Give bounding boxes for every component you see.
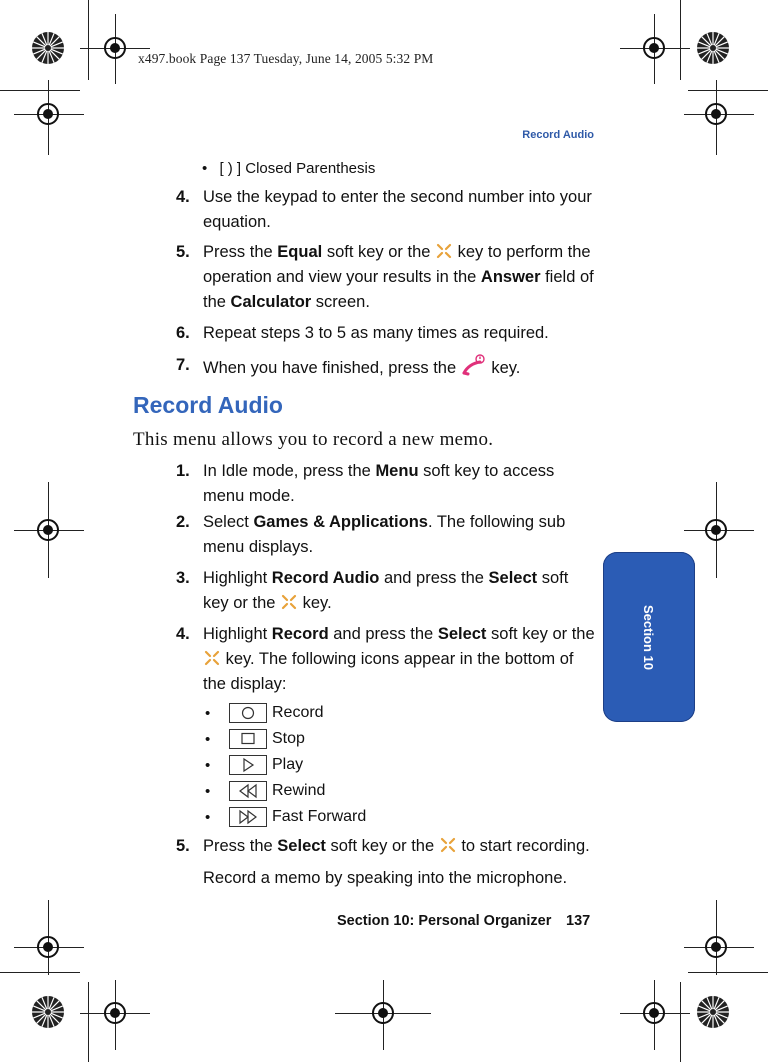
registration-mark-icon [102,35,128,61]
registration-mark-icon [703,101,729,127]
step-text: In Idle mode, press the Menu soft key to access menu mode. [203,462,555,505]
menu-softkey-label: Menu [375,462,419,480]
registration-mark-icon [641,1000,667,1026]
registration-mark-icon [35,934,61,960]
closing-line: Record a memo by speaking into the microphone. [203,869,568,887]
step-text: Select Games & Applications. The following sub menu displays. [203,513,566,556]
stop-icon [229,729,267,749]
section-heading: Record Audio [133,392,283,418]
star-target-icon [31,31,65,65]
step-number: 2. [176,513,190,531]
list-item [176,321,606,347]
icon-label: Fast Forward [272,808,367,825]
icon-label: Rewind [272,782,326,799]
star-target-icon [696,31,730,65]
list-item [176,510,606,562]
list-item [176,622,606,700]
list-item: • Rewind [205,782,326,800]
registration-mark-icon [102,1000,128,1026]
list-item: • Play [205,756,304,774]
section-tab-label-wrap [603,552,695,722]
step-text: Repeat steps 3 to 5 as many times as required. [203,324,549,342]
answer-field-label: Answer [480,268,541,286]
step-text: When you have finished, press the key. [203,353,598,381]
ok-key-icon [435,242,453,260]
select-softkey-label: Select [437,625,487,643]
icon-label: Stop [272,730,305,747]
registration-mark-icon [370,1000,396,1026]
ok-key-icon [439,836,457,854]
softkey-equal-label: Equal [277,243,323,261]
step-number: 5. [176,837,190,855]
icon-label: Record [272,704,324,721]
games-applications-label: Games & Applications [253,513,428,531]
step-number: 3. [176,569,190,587]
registration-mark-icon [35,101,61,127]
list-item: • Record [205,704,324,722]
end-key-icon [461,353,487,379]
record-audio-label: Record Audio [271,569,380,587]
footer-title: Section 10: Personal Organizer [337,913,552,929]
list-item [176,459,606,511]
rewind-icon [229,781,267,801]
step-number: 5. [176,243,190,261]
step-text: Press the Select soft key or the to start recording. [203,837,590,855]
star-target-icon [696,995,730,1029]
star-target-icon [31,995,65,1029]
step-text: Use the keypad to enter the second number into your equation. [203,188,592,231]
play-icon [229,755,267,775]
registration-mark-icon [703,517,729,543]
calculator-screen-label: Calculator [230,293,312,311]
step-number: 7. [176,356,190,374]
running-head: Record Audio [522,129,594,141]
registration-mark-icon [35,517,61,543]
registration-mark-icon [703,934,729,960]
registration-mark-icon [641,35,667,61]
record-option-label: Record [271,625,329,643]
fast-forward-icon [229,807,267,827]
icon-label: Play [272,756,304,773]
select-softkey-label: Select [488,569,538,587]
top-bullet-text: [ ) ] Closed Parenthesis [219,160,376,177]
page-number: 137 [566,913,591,929]
bullet-dot: • [202,160,208,177]
list-item [176,566,606,618]
section-tab-label: Section 10 [641,604,657,670]
intro-paragraph: This menu allows you to record a new memo. [133,429,494,450]
top-bullet [202,160,375,177]
list-item [176,834,606,860]
step-text: Highlight Record Audio and press the Select soft key or the key. [203,569,569,612]
list-item [176,353,606,383]
ok-key-icon [203,649,221,667]
step-number: 1. [176,462,190,480]
list-item: • Stop [205,730,305,748]
step-text: Highlight Record and press the Select soft key or the key. The following icons appear in the bottom of the display: [203,625,595,693]
list-item [176,185,606,237]
print-header: x497.book Page 137 Tuesday, June 14, 2005 5:32 PM [138,51,434,66]
step-text: Press the Equal soft key or the key to perform the operation and view your results in the Answer field of the Calculator screen. [203,243,594,311]
select-softkey-label: Select [277,837,326,855]
icon-legend-list [205,703,505,833]
record-icon [229,703,267,723]
list-item: • Fast Forward [205,808,367,826]
step-number: 4. [176,625,190,643]
ok-key-icon [280,593,298,611]
step-number: 4. [176,188,190,206]
step-number: 6. [176,324,190,342]
list-item [176,240,606,318]
